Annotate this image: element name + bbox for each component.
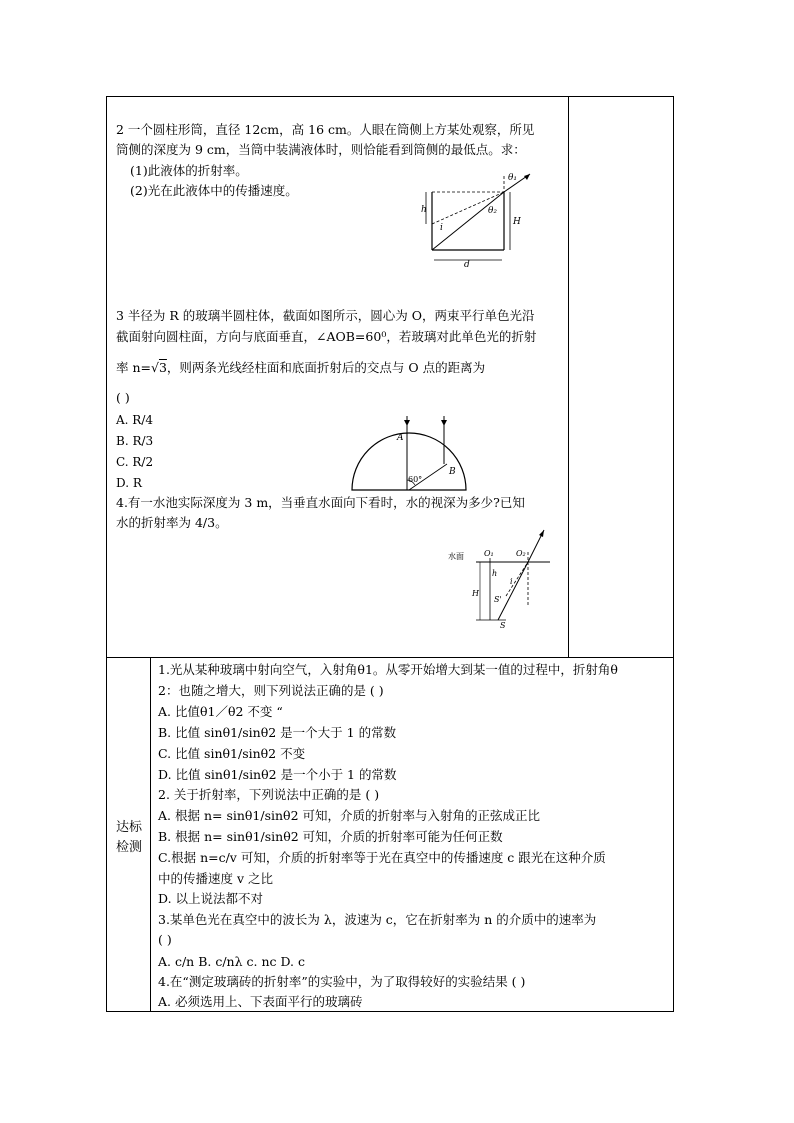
semicircle-figure [350, 416, 470, 494]
check-line-9: B. 根据 n= sinθ1/sinθ2 可知，介质的折射率可能为任何正数 [158, 829, 503, 844]
pool-H-label: H [472, 589, 479, 598]
problem-4-line-2: 水的折射率为 4/3。 [116, 515, 228, 530]
problem-2-question-2: (2)光在此液体中的传播速度。 [130, 183, 298, 198]
check-line-13: 3.某单色光在真空中的波长为 λ，波速为 c，它在折射率为 n 的介质中的速率为 [158, 912, 597, 927]
cylinder-figure [420, 168, 540, 268]
section-label-2: 检测 [116, 840, 143, 855]
d-label: d [464, 260, 470, 270]
row-divider [106, 657, 674, 658]
problem-3-option-b: B. R/3 [116, 434, 154, 448]
check-line-7: 2. 关于折射率，下列说法中正确的是 ( ) [158, 787, 380, 802]
angle-label: 60° [408, 475, 423, 484]
problem-2-line-2: 筒侧的深度为 9 cm，当筒中装满液体时，则恰能看到筒侧的最低点。求： [116, 142, 526, 157]
problem-3-line-2: 截面射向圆柱面，方向与底面垂直，∠AOB=60⁰，若玻璃对此单色光的折射 [116, 329, 537, 344]
problem-3-line-3-pre: 率 n= [116, 360, 151, 375]
o2-label: O₂ [516, 549, 526, 558]
check-line-15: A. c/n B. c/nλ c. nc D. c [158, 954, 305, 969]
water-surface-label: 水面 [448, 552, 464, 561]
h-label: h [421, 205, 427, 215]
check-line-17: A. 必须选用上、下表面平行的玻璃砖 [158, 994, 363, 1009]
point-b-label: B [449, 467, 456, 477]
i-label: i [440, 223, 443, 233]
sqrt-radicand: 3 [158, 360, 167, 375]
theta1-label: θ₁ [508, 173, 518, 183]
right-column-divider [568, 96, 569, 658]
check-line-3: A. 比值θ1／θ2 不变 “ [158, 704, 283, 719]
pool-h-label: h [492, 569, 498, 578]
check-line-11: 中的传播速度 v 之比 [158, 871, 274, 886]
s-label: S [500, 621, 506, 630]
H-label: H [513, 217, 521, 227]
label-column-divider [150, 657, 151, 1012]
problem-2-line-1: 2 一个圆柱形筒，直径 12cm，高 16 cm。人眼在筒侧上方某处观察，所见 [116, 122, 535, 137]
check-line-2: 2：也随之增大，则下列说法正确的是 ( ) [158, 683, 384, 698]
check-line-14: ( ) [158, 932, 172, 947]
problem-3-option-c: C. R/2 [116, 455, 154, 469]
check-line-12: D. 以上说法都不对 [158, 891, 264, 906]
problem-3-line-1: 3 半径为 R 的玻璃半圆柱体，截面如图所示，圆心为 O，两束平行单色光沿 [116, 308, 535, 323]
check-line-6: D. 比值 sinθ1/sinθ2 是一个小于 1 的常数 [158, 767, 397, 782]
point-a-label: A [397, 433, 404, 443]
pool-i-label: i [510, 577, 513, 586]
problem-3-line-3 [116, 358, 485, 378]
check-line-8: A. 根据 n= sinθ1/sinθ2 可知，介质的折射率与入射角的正弦成正比 [158, 808, 541, 823]
problem-3-option-d: D. R [116, 476, 142, 490]
check-line-16: 4.在“测定玻璃砖的折射率”的实验中，为了取得较好的实验结果 ( ) [158, 974, 526, 989]
problem-3-line-3-post: ，则两条光线经柱面和底面折射后的交点与 O 点的距离为 [166, 360, 486, 375]
problem-3-option-a: A. R/4 [116, 413, 154, 427]
check-line-5: C. 比值 sinθ1/sinθ2 不变 [158, 746, 306, 761]
section-label-1: 达标 [116, 820, 143, 835]
check-line-4: B. 比值 sinθ1/sinθ2 是一个大于 1 的常数 [158, 725, 397, 740]
s-prime-label: S' [494, 595, 502, 604]
theta2-label: θ₂ [488, 206, 498, 216]
problem-4-line-1: 4.有一水池实际深度为 3 m，当垂直水面向下看时，水的视深为多少?已知 [116, 495, 525, 510]
problem-3-paren: ( ) [116, 390, 130, 405]
sqrt-symbol: √3 [151, 360, 167, 375]
problem-2-question-1: (1)此液体的折射率。 [130, 163, 248, 178]
o1-label: O₁ [484, 549, 494, 558]
check-line-10: C.根据 n=c/v 可知，介质的折射率等于光在真空中的传播速度 c 跟光在这种介质 [158, 850, 606, 865]
pool-figure [448, 526, 558, 630]
check-line-1: 1.光从某种玻璃中射向空气，入射角θ1。从零开始增大到某一值的过程中，折射角θ [158, 662, 618, 677]
